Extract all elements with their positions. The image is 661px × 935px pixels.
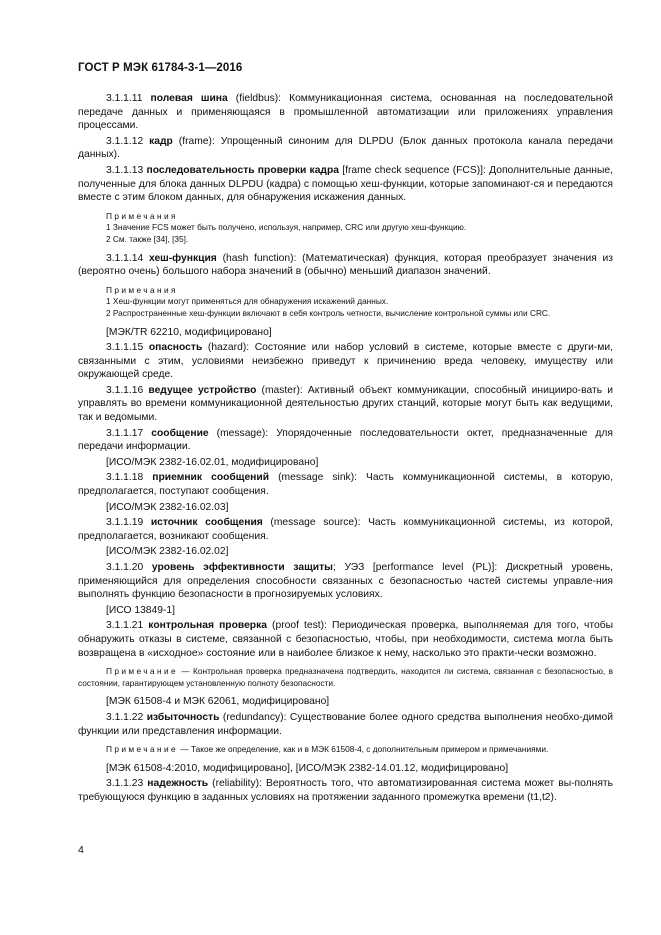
note-item: 1 Значение FCS может быть получено, используя, например, CRC или другую хеш-функцию. xyxy=(106,222,467,233)
note-label: Примечание xyxy=(106,666,179,677)
document-body xyxy=(78,92,613,807)
note-item: 2 Распространенные хеш-функции включают в себя контроль четности, вычисление контрольной суммы или CRC. xyxy=(106,307,551,318)
definition-3-1-1-16: 3.1.1.16 ведущее устройство (master): Активный объект коммуникации, способный иницииро-вать и управлять во времени коммуникационной деятельностью других станций, которые могут быть как ведущими, так и ведомыми. xyxy=(78,384,613,424)
source-reference: [ИСО/МЭК 2382-16.02.01, модифицировано] xyxy=(106,456,319,468)
source-reference: [ИСО 13849-1] xyxy=(106,604,175,616)
definition-3-1-1-19: 3.1.1.19 источник сообщения (message source): Часть коммуникационной системы, из которой, предполагается, возникают сообщения. xyxy=(78,517,613,542)
note-label: Примечания xyxy=(106,284,178,295)
definition-3-1-1-22: 3.1.1.22 избыточность (redundancy): Существование более одного средства выполнения необхо-димой функции или представления информации. xyxy=(78,711,613,737)
source-reference: [МЭК/TR 62210, модифицировано] xyxy=(106,326,272,338)
definition-3-1-1-17: 3.1.1.17 сообщение (message): Упорядоченные последовательности октет, предназначенные для передачи информации. xyxy=(78,427,613,453)
definition-3-1-1-21: 3.1.1.21 контрольная проверка (proof test): Периодическая проверка, выполняемая для того, чтобы обнаружить отказы в системе, связанной с безопасностью, чтобы, при необходимости, система могла быть возвращена в «исходное» состояние или в наиболее близкое к нему, насколько это практи-чески возможно. xyxy=(78,620,613,659)
note-hash xyxy=(78,285,613,320)
definition-3-1-1-12: 3.1.1.12 кадр (frame): Упрощенный синоним для DLPDU (Блок данных протокола канала передачи данных). xyxy=(78,135,613,161)
page-number: 4 xyxy=(78,844,84,856)
note-item: 1 Хеш-функции могут применяться для обнаружения искажений данных. xyxy=(106,296,389,307)
definition-3-1-1-15: 3.1.1.15 опасность (hazard): Состояние или набор условий в системе, которые вместе с други-ми, связанными с этим, условиями неизбежно приведут к причинению вреда человеку, имуществу или окружающей среде. xyxy=(78,342,613,381)
note-item: 2 См. также [34], [35]. xyxy=(106,233,189,244)
note-text: — Такое же определение, как и в МЭК 61508-4, с дополнительным примером и примечаниями. xyxy=(178,744,549,755)
definition-3-1-1-18: 3.1.1.18 приемник сообщений (message sink): Часть коммуникационной системы, в которую, предполагается, поступают сообщения. xyxy=(78,472,613,498)
source-reference: [МЭК 61508-4 и МЭК 62061, модифицировано] xyxy=(106,696,330,708)
note-label: Примечания xyxy=(106,210,178,221)
definition-3-1-1-20: 3.1.1.20 уровень эффективности защиты; УЭЗ [performance level (PL)]: Дискретный уровень, применяющийся для определения способности связанных с безопасностью частей системы управле-ния выполнять функцию безопасности в прогнозируемых условиях. xyxy=(78,562,613,601)
definition-3-1-1-23: 3.1.1.23 надежность (reliability): Вероятность того, что автоматизированная система может вы-полнять требующуюся функцию в заданных условиях на протяжении заданного промежутка времени (t1,t2). xyxy=(78,778,613,803)
source-reference: [ИСО/МЭК 2382-16.02.02] xyxy=(106,546,229,558)
definition-3-1-1-14: 3.1.1.14 хеш-функция (hash function): (Математическая) функция, которая преобразует значения из (вероятно очень) большого набора значений в (обычно) меньший диапазон значений. xyxy=(78,252,613,278)
definition-3-1-1-11: 3.1.1.11 полевая шина (fieldbus): Коммуникационная система, основанная на последовательной передаче данных и применяющаяся в промышленной автоматизации или приложениях управления процессами. xyxy=(78,93,613,132)
page-header: ГОСТ Р МЭК 61784-3-1—2016 xyxy=(78,62,243,74)
note-proof-test xyxy=(78,666,613,689)
note-label: Примечание xyxy=(106,744,179,755)
source-reference: [ИСО/МЭК 2382-16.02.03] xyxy=(106,501,229,513)
note-redundancy xyxy=(78,744,613,756)
definition-3-1-1-13: 3.1.1.13 последовательность проверки кадра [frame check sequence (FCS)]: Дополнительные данные, полученные для блока данных DLPDU (кадра) с помощью хеш-функции, которые запоминают-ся и передаются вместе с этим блоком данных, для обнаружения искажения данных. xyxy=(78,164,613,204)
note-fcs xyxy=(78,211,613,246)
note-text: — Контрольная проверка предназначена подтвердить, находится ли система, связанная с безопасностью, в состоянии, гарантирующем установленную полноту безопасности. xyxy=(78,666,613,688)
source-reference: [МЭК 61508-4:2010, модифицировано], [ИСО/МЭК 2382-14.01.12, модифицировано] xyxy=(106,762,509,774)
